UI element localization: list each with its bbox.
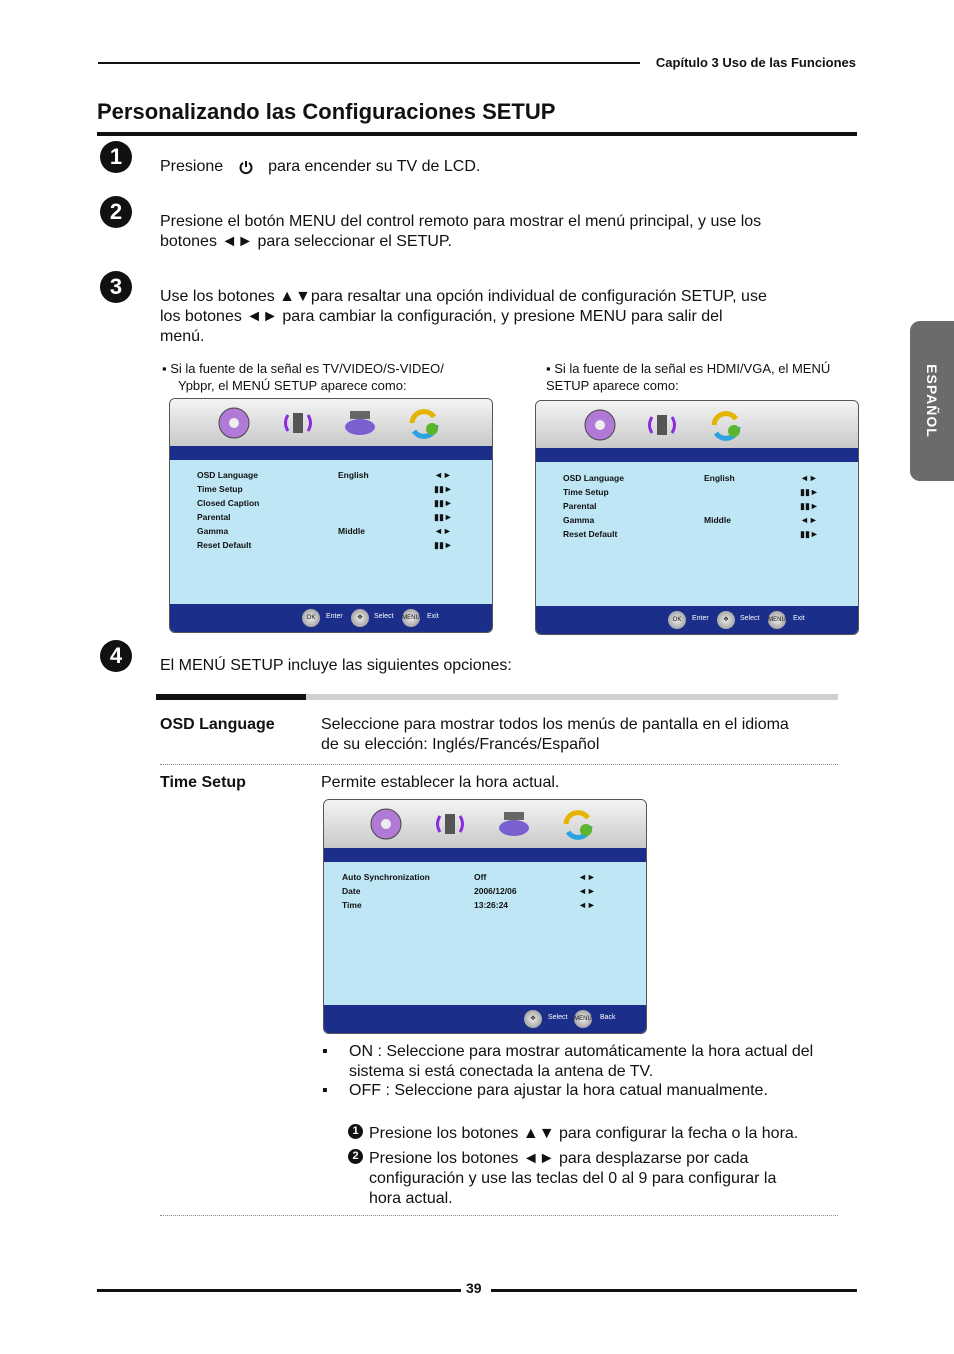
menu-item-value: Middle: [338, 526, 365, 536]
bullet-on-marker: ▪: [322, 1043, 328, 1060]
note-tv-source: [162, 360, 444, 394]
menu-item-arrow-icon: ◄►: [434, 526, 452, 536]
ok-button-icon: OK: [302, 609, 320, 627]
picture-disc-icon: [368, 806, 404, 842]
menu-icon-bar: [170, 399, 492, 446]
menu-item-arrow-icon: ◄►: [434, 470, 452, 480]
menu-item-arrow-icon: ▮▮►: [800, 501, 819, 511]
menu-item-value: Off: [474, 872, 487, 882]
menu-icon-bar: [324, 800, 646, 848]
bullet-on-line-1: ON : Seleccione para mostrar automáticamente la hora actual del: [349, 1043, 814, 1060]
menu-icon-bar: [536, 401, 858, 448]
step-1-text-after: para encender su TV de LCD.: [268, 158, 481, 175]
note-hdmi-line-2: SETUP aparece como:: [546, 378, 679, 393]
footer-rule-left: [97, 1289, 461, 1292]
menu-item-value: 13:26:24: [474, 900, 509, 910]
enter-label: Enter: [692, 615, 709, 622]
menu-item-label[interactable]: Time Setup: [197, 484, 243, 494]
picture-disc-icon: [216, 405, 252, 441]
step-3-line-1: Use los botones ▲▼para resaltar una opción individual de configuración SETUP, use: [160, 288, 767, 305]
function-arrows-icon: [406, 405, 442, 441]
sound-speaker-icon: [432, 806, 468, 842]
note-tv-line-1: ▪ Si la fuente de la señal es TV/VIDEO/S-VIDEO/: [162, 361, 444, 376]
menu-item-value: 2006/12/06: [474, 886, 517, 896]
sub-step-2: [369, 1149, 776, 1209]
picture-disc-icon: [582, 407, 618, 443]
menu-item-label[interactable]: OSD Language: [197, 470, 258, 480]
step-2-line-2: botones ◄► para seleccionar el SETUP.: [160, 233, 452, 250]
sub-step-2-line-1: Presione los botones ◄► para desplazarse por cada: [369, 1150, 749, 1167]
step-1-text: [160, 157, 480, 177]
menu-button-icon: MENU: [402, 609, 420, 627]
select-dpad-icon: ✥: [717, 611, 735, 629]
menu-item-arrow-icon: ▮▮►: [434, 512, 453, 522]
menu-item-arrow-icon: ▮▮►: [434, 484, 453, 494]
menu-item-label[interactable]: OSD Language: [563, 473, 624, 483]
exit-label: Exit: [427, 613, 439, 620]
menu-item-arrow-icon: ◄►: [800, 515, 818, 525]
ok-button-icon: OK: [668, 611, 686, 629]
menu-item-label[interactable]: Closed Caption: [197, 498, 260, 508]
sub-step-2-line-2: configuración y use las teclas del 0 al 9 para configurar la: [369, 1170, 777, 1187]
menu-title-band: [324, 848, 646, 862]
option-osd-language-label: OSD Language: [160, 716, 275, 733]
menu-title-band: [536, 448, 858, 462]
menu-item-value: English: [338, 470, 369, 480]
step-4-number: 4: [100, 640, 132, 672]
menu-item-arrow-icon: ▮▮►: [434, 540, 453, 550]
menu-item-label[interactable]: Parental: [197, 512, 231, 522]
back-label: Back: [600, 1014, 616, 1021]
chapter-title: Capítulo 3 Uso de las Funciones: [655, 55, 856, 70]
menu-item-arrow-icon: ▮▮►: [800, 529, 819, 539]
sound-speaker-icon: [644, 407, 680, 443]
enter-label: Enter: [326, 613, 343, 620]
setup-menu-screen-hdmi: [535, 400, 859, 635]
language-tab-label: ESPAÑOL: [924, 364, 940, 438]
menu-item-label[interactable]: Parental: [563, 501, 597, 511]
menu-item-label[interactable]: Gamma: [563, 515, 595, 525]
language-tab: [910, 321, 954, 481]
option-separator: [160, 764, 838, 765]
step-2-number: 2: [100, 196, 132, 228]
menu-item-arrow-icon: ▮▮►: [800, 487, 819, 497]
osd-desc-line-1: Seleccione para mostrar todos los menús de pantalla en el idioma: [321, 716, 789, 733]
menu-button-icon: MENU: [574, 1010, 592, 1028]
setup-tools-icon: [496, 806, 532, 842]
menu-item-value: English: [704, 473, 735, 483]
menu-item-arrow-icon: ◄►: [578, 886, 596, 896]
sound-speaker-icon: [280, 405, 316, 441]
sub-step-2-number: 2: [348, 1149, 363, 1164]
footer-rule-right: [491, 1289, 857, 1292]
page-title: Personalizando las Configuraciones SETUP: [97, 99, 556, 124]
sub-step-1: Presione los botones ▲▼ para configurar la fecha o la hora.: [369, 1125, 799, 1142]
note-hdmi-source: [546, 360, 830, 394]
menu-item-label[interactable]: Date: [342, 886, 361, 896]
menu-footer: [324, 1005, 646, 1033]
step-2-line-1: Presione el botón MENU del control remoto para mostrar el menú principal, y use los: [160, 213, 762, 230]
step-3-line-3: menú.: [160, 328, 205, 345]
menu-button-icon: MENU: [768, 611, 786, 629]
sub-step-1-number: 1: [348, 1124, 363, 1139]
menu-item-arrow-icon: ◄►: [800, 473, 818, 483]
select-label: Select: [548, 1014, 568, 1021]
menu-item-value: Middle: [704, 515, 731, 525]
bullet-on: [349, 1042, 813, 1082]
menu-footer: [170, 604, 492, 632]
menu-title-band: [170, 446, 492, 460]
time-setup-screen: [323, 799, 647, 1034]
step-2-text: [160, 212, 761, 252]
menu-item-arrow-icon: ◄►: [578, 872, 596, 882]
options-rule-accent: [156, 694, 306, 700]
sub-step-2-line-3: hora actual.: [369, 1190, 453, 1207]
step-1-text-before: Presione: [160, 158, 224, 175]
bullet-off-marker: ▪: [322, 1082, 328, 1099]
power-icon: [238, 159, 254, 175]
select-dpad-icon: ✥: [351, 609, 369, 627]
menu-item-label[interactable]: Gamma: [197, 526, 229, 536]
function-arrows-icon: [708, 407, 744, 443]
select-dpad-icon: ✥: [524, 1010, 542, 1028]
menu-item-arrow-icon: ◄►: [578, 900, 596, 910]
option-osd-language-desc: [321, 715, 789, 755]
step-3-line-2: los botones ◄► para cambiar la configuración, y presione MENU para salir del: [160, 308, 723, 325]
menu-item-arrow-icon: ▮▮►: [434, 498, 453, 508]
menu-footer: [536, 606, 858, 634]
select-label: Select: [740, 615, 760, 622]
setup-tools-icon: [342, 405, 378, 441]
page-number: 39: [466, 1280, 482, 1296]
option-time-setup-desc: Permite establecer la hora actual.: [321, 774, 560, 791]
bullet-on-line-2: sistema si está conectada la antena de TV.: [349, 1063, 654, 1080]
exit-label: Exit: [793, 615, 805, 622]
menu-item-label[interactable]: Auto Synchronization: [342, 872, 430, 882]
option-time-setup-label: Time Setup: [160, 774, 246, 791]
setup-menu-screen-tv: [169, 398, 493, 633]
bullet-off: OFF : Seleccione para ajustar la hora catual manualmente.: [349, 1082, 768, 1099]
menu-item-label[interactable]: Time: [342, 900, 362, 910]
header-rule: [98, 62, 640, 64]
menu-item-label[interactable]: Time Setup: [563, 487, 609, 497]
step-1-number: 1: [100, 141, 132, 173]
title-rule: [97, 132, 857, 136]
osd-desc-line-2: de su elección: Inglés/Francés/Español: [321, 736, 600, 753]
note-tv-line-2: Ypbpr, el MENÚ SETUP aparece como:: [178, 378, 407, 393]
menu-item-label[interactable]: Reset Default: [197, 540, 252, 550]
options-rule: [306, 694, 838, 700]
step-3-text: [160, 287, 767, 347]
select-label: Select: [374, 613, 394, 620]
option-separator: [160, 1215, 838, 1216]
menu-item-label[interactable]: Reset Default: [563, 529, 618, 539]
step-3-number: 3: [100, 271, 132, 303]
step-4-text: El MENÚ SETUP incluye las siguientes opciones:: [160, 657, 512, 674]
function-arrows-icon: [560, 806, 596, 842]
note-hdmi-line-1: ▪ Si la fuente de la señal es HDMI/VGA, el MENÚ: [546, 361, 831, 376]
